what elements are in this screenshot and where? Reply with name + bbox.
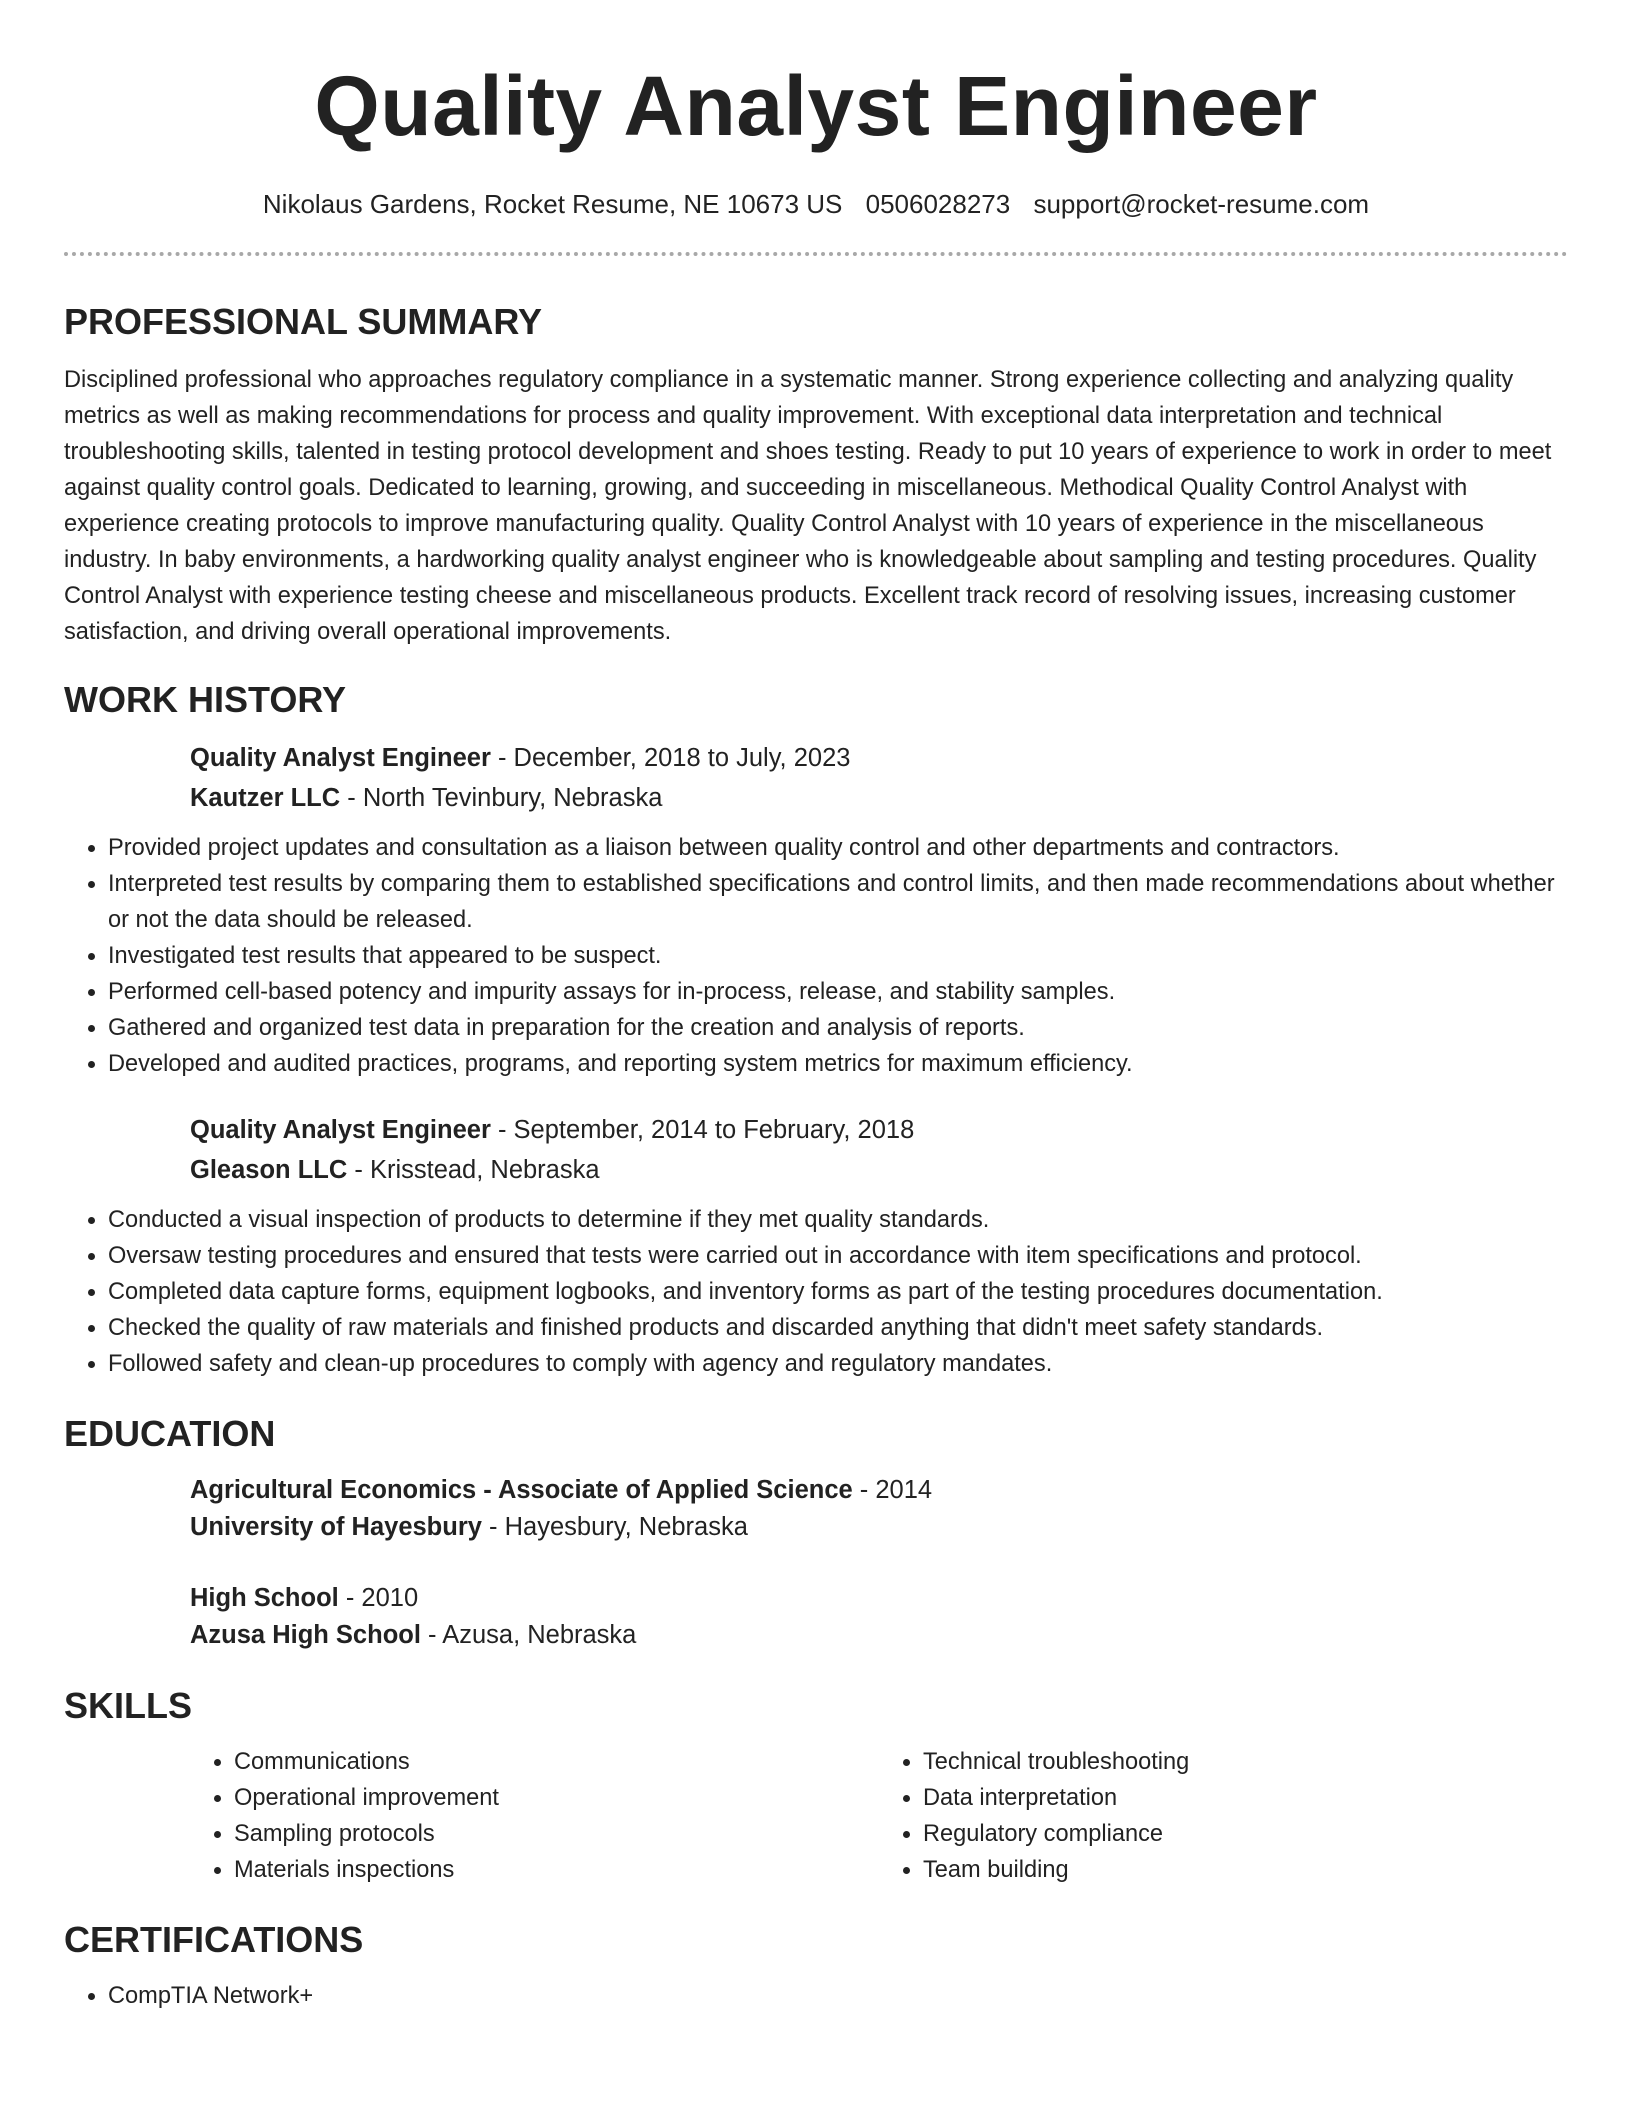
job-location: - Krisstead, Nebraska — [347, 1156, 600, 1184]
skills-section — [0, 1684, 1632, 1888]
job-company: Gleason LLC — [190, 1156, 348, 1184]
resume-header — [0, 0, 1632, 220]
degree-year: - 2014 — [852, 1476, 933, 1504]
job-bullet: • Completed data capture forms, equipment logbooks, and inventory forms as part of the testing procedures documentation. — [108, 1274, 1568, 1310]
education-entry — [190, 1580, 1568, 1654]
job-bullet: • Interpreted test results by comparing them to established specifications and control limits, and then made recommendations about whether or not the data should be released. — [108, 866, 1568, 938]
job-bullet: • Conducted a visual inspection of products to determine if they met quality standards. — [108, 1202, 1568, 1238]
job-role: Quality Analyst Engineer — [190, 1116, 491, 1144]
certifications-heading: CERTIFICATIONS — [64, 1919, 364, 1960]
school-name: University of Hayesbury — [190, 1513, 482, 1541]
job-bullets — [64, 830, 1568, 1082]
degree-line — [190, 1580, 1568, 1617]
skills-grid — [190, 1744, 1568, 1888]
skill-item: • Data interpretation — [923, 1780, 1568, 1816]
job-title-line — [190, 1110, 1568, 1150]
summary-text: Disciplined professional who approaches regulatory compliance in a systematic manner. Strong experience collecting and analyzing quality metrics as well as making recommendations for process and quality improvement. With exceptional data interpretation and technical troubleshooting skills, talented in testing protocol development and shoes testing. Ready to put 10 years of experience to work in order to meet against quality control goals. Dedicated to learning, growing, and succeeding in miscellaneous. Methodical Quality Control Analyst with experience creating protocols to improve manufacturing quality. Quality Control Analyst with 10 years of experience in the miscellaneous industry. In baby environments, a hardworking quality analyst engineer who is knowledgeable about sampling and testing procedures. Quality Control Analyst with experience testing cheese and miscellaneous products. Excellent track record of resolving issues, increasing customer satisfaction, and driving overall operational improvements. — [64, 367, 1552, 645]
job-bullet: • Provided project updates and consultation as a liaison between quality control and other departments and contractors. — [108, 830, 1568, 866]
work-history-section — [0, 678, 1632, 1382]
education-heading: EDUCATION — [64, 1413, 276, 1454]
school-location: - Azusa, Nebraska — [420, 1621, 637, 1649]
job-title-line — [190, 738, 1568, 778]
skills-heading: SKILLS — [64, 1685, 193, 1726]
job-bullet: • Oversaw testing procedures and ensured that tests were carried out in accordance with item specifications and protocol. — [108, 1238, 1568, 1274]
job-bullet: • Investigated test results that appeared to be suspect. — [108, 938, 1568, 974]
school-location: - Hayesbury, Nebraska — [481, 1513, 748, 1541]
skill-item: • Team building — [923, 1852, 1568, 1888]
job-company: Kautzer LLC — [190, 784, 341, 812]
contact-line — [0, 188, 1632, 220]
skill-item: • Regulatory compliance — [923, 1816, 1568, 1852]
skill-item: • Sampling protocols — [234, 1816, 879, 1852]
education-section — [0, 1412, 1632, 1654]
skills-column-right — [879, 1744, 1568, 1888]
summary-heading: PROFESSIONAL SUMMARY — [64, 301, 543, 342]
skill-item: • Communications — [234, 1744, 879, 1780]
job-bullets — [64, 1202, 1568, 1382]
job-bullet: • Performed cell-based potency and impurity assays for in-process, release, and stability samples. — [108, 974, 1568, 1010]
contact-email: support@rocket-resume.com — [1033, 189, 1370, 219]
degree-name: Agricultural Economics - Associate of Applied Science — [190, 1476, 853, 1504]
job-entry — [190, 738, 1568, 818]
skill-item: • Materials inspections — [234, 1852, 879, 1888]
job-dates: - September, 2014 to February, 2018 — [490, 1116, 915, 1144]
summary-section — [0, 300, 1632, 650]
education-entry — [190, 1472, 1568, 1546]
job-bullet: • Developed and audited practices, programs, and reporting system metrics for maximum efficiency. — [108, 1046, 1568, 1082]
job-role: Quality Analyst Engineer — [190, 744, 491, 772]
contact-phone: 0506028273 — [865, 189, 1011, 219]
school-name: Azusa High School — [190, 1621, 421, 1649]
certifications-section — [0, 1918, 1632, 2014]
school-line — [190, 1509, 1568, 1546]
certification-item: • CompTIA Network+ — [108, 1978, 1568, 2014]
job-company-line — [190, 778, 1568, 818]
degree-year: - 2010 — [338, 1584, 419, 1612]
header-divider — [64, 252, 1568, 256]
contact-address: Nikolaus Gardens, Rocket Resume, NE 10673 US — [262, 189, 843, 219]
certifications-list — [64, 1978, 1568, 2014]
job-bullet: • Checked the quality of raw materials and finished products and discarded anything that didn't meet safety standards. — [108, 1310, 1568, 1346]
work-history-heading: WORK HISTORY — [64, 679, 347, 720]
skill-item: • Operational improvement — [234, 1780, 879, 1816]
job-bullet: • Followed safety and clean-up procedures to comply with agency and regulatory mandates. — [108, 1346, 1568, 1382]
job-entry — [190, 1110, 1568, 1190]
degree-line — [190, 1472, 1568, 1509]
job-company-line — [190, 1150, 1568, 1190]
job-dates: - December, 2018 to July, 2023 — [490, 744, 851, 772]
candidate-name: Quality Analyst Engineer — [314, 59, 1318, 153]
job-bullet: • Gathered and organized test data in preparation for the creation and analysis of reports. — [108, 1010, 1568, 1046]
skills-column-left — [190, 1744, 879, 1888]
skill-item: • Technical troubleshooting — [923, 1744, 1568, 1780]
job-location: - North Tevinbury, Nebraska — [340, 784, 663, 812]
degree-name: High School — [190, 1584, 339, 1612]
school-line — [190, 1617, 1568, 1654]
